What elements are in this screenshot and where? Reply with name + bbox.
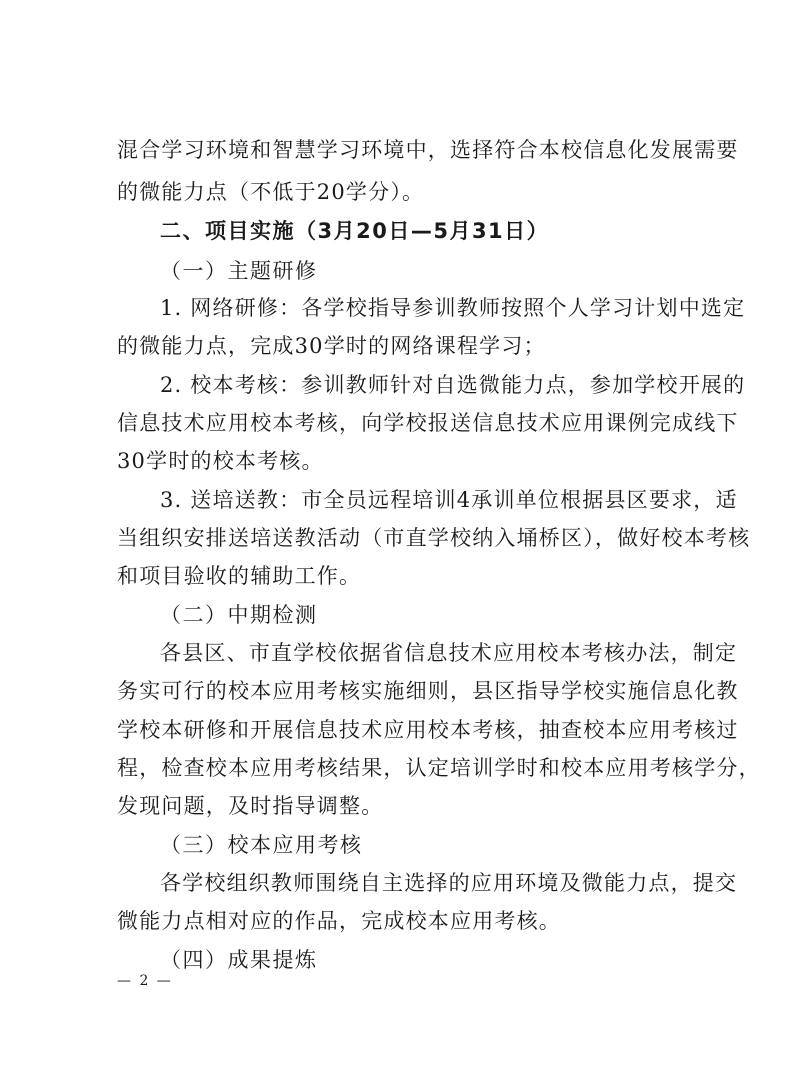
subsection-heading: （一）主题研修 [160,259,318,283]
body-line: 3. 送培送教：市全员远程培训4承训单位根据县区要求，适 [160,488,738,512]
body-line: 程，检查校本应用考核结果，认定培训学时和校本应用考核学分， [117,756,761,780]
body-line: 各县区、市直学校依据省信息技术应用校本考核办法，制定 [160,641,738,665]
body-line: 当组织安排送培送教活动（市直学校纳入埇桥区），做好校本考核 [117,526,751,550]
body-line: 2. 校本考核：参训教师针对自选微能力点，参加学校开展的 [160,373,746,397]
body-line: 信息技术应用校本考核，向学校报送信息技术应用课例完成线下 [117,411,739,435]
subsection-heading: （三）校本应用考核 [160,833,363,857]
body-line: 30学时的校本考核。 [117,449,324,473]
body-line: 各学校组织教师围绕自主选择的应用环境及微能力点，提交 [160,871,738,895]
body-line: 务实可行的校本应用考核实施细则，县区指导学校实施信息化教 [117,679,739,703]
body-line: 1. 网络研修：各学校指导参训教师按照个人学习计划中选定 [160,296,746,320]
body-line: 发现问题，及时指导调整。 [117,794,384,818]
body-line: 学校本研修和开展信息技术应用校本考核，抽查校本应用考核过 [117,718,739,742]
body-line: 微能力点相对应的作品，完成校本应用考核。 [117,909,561,933]
subsection-heading: （四）成果提炼 [160,948,318,972]
body-line: 的微能力点（不低于20学分）。 [117,180,425,204]
subsection-heading: （二）中期检测 [160,603,318,627]
page-number: — 2 — [117,973,173,989]
body-line: 的微能力点，完成30学时的网络课程学习； [117,334,546,358]
body-line: 混合学习环境和智慧学习环境中，选择符合本校信息化发展需要 [117,138,739,162]
body-line: 和项目验收的辅助工作。 [117,564,362,588]
section-heading: 二、项目实施（3月20日—5月31日） [160,219,550,243]
